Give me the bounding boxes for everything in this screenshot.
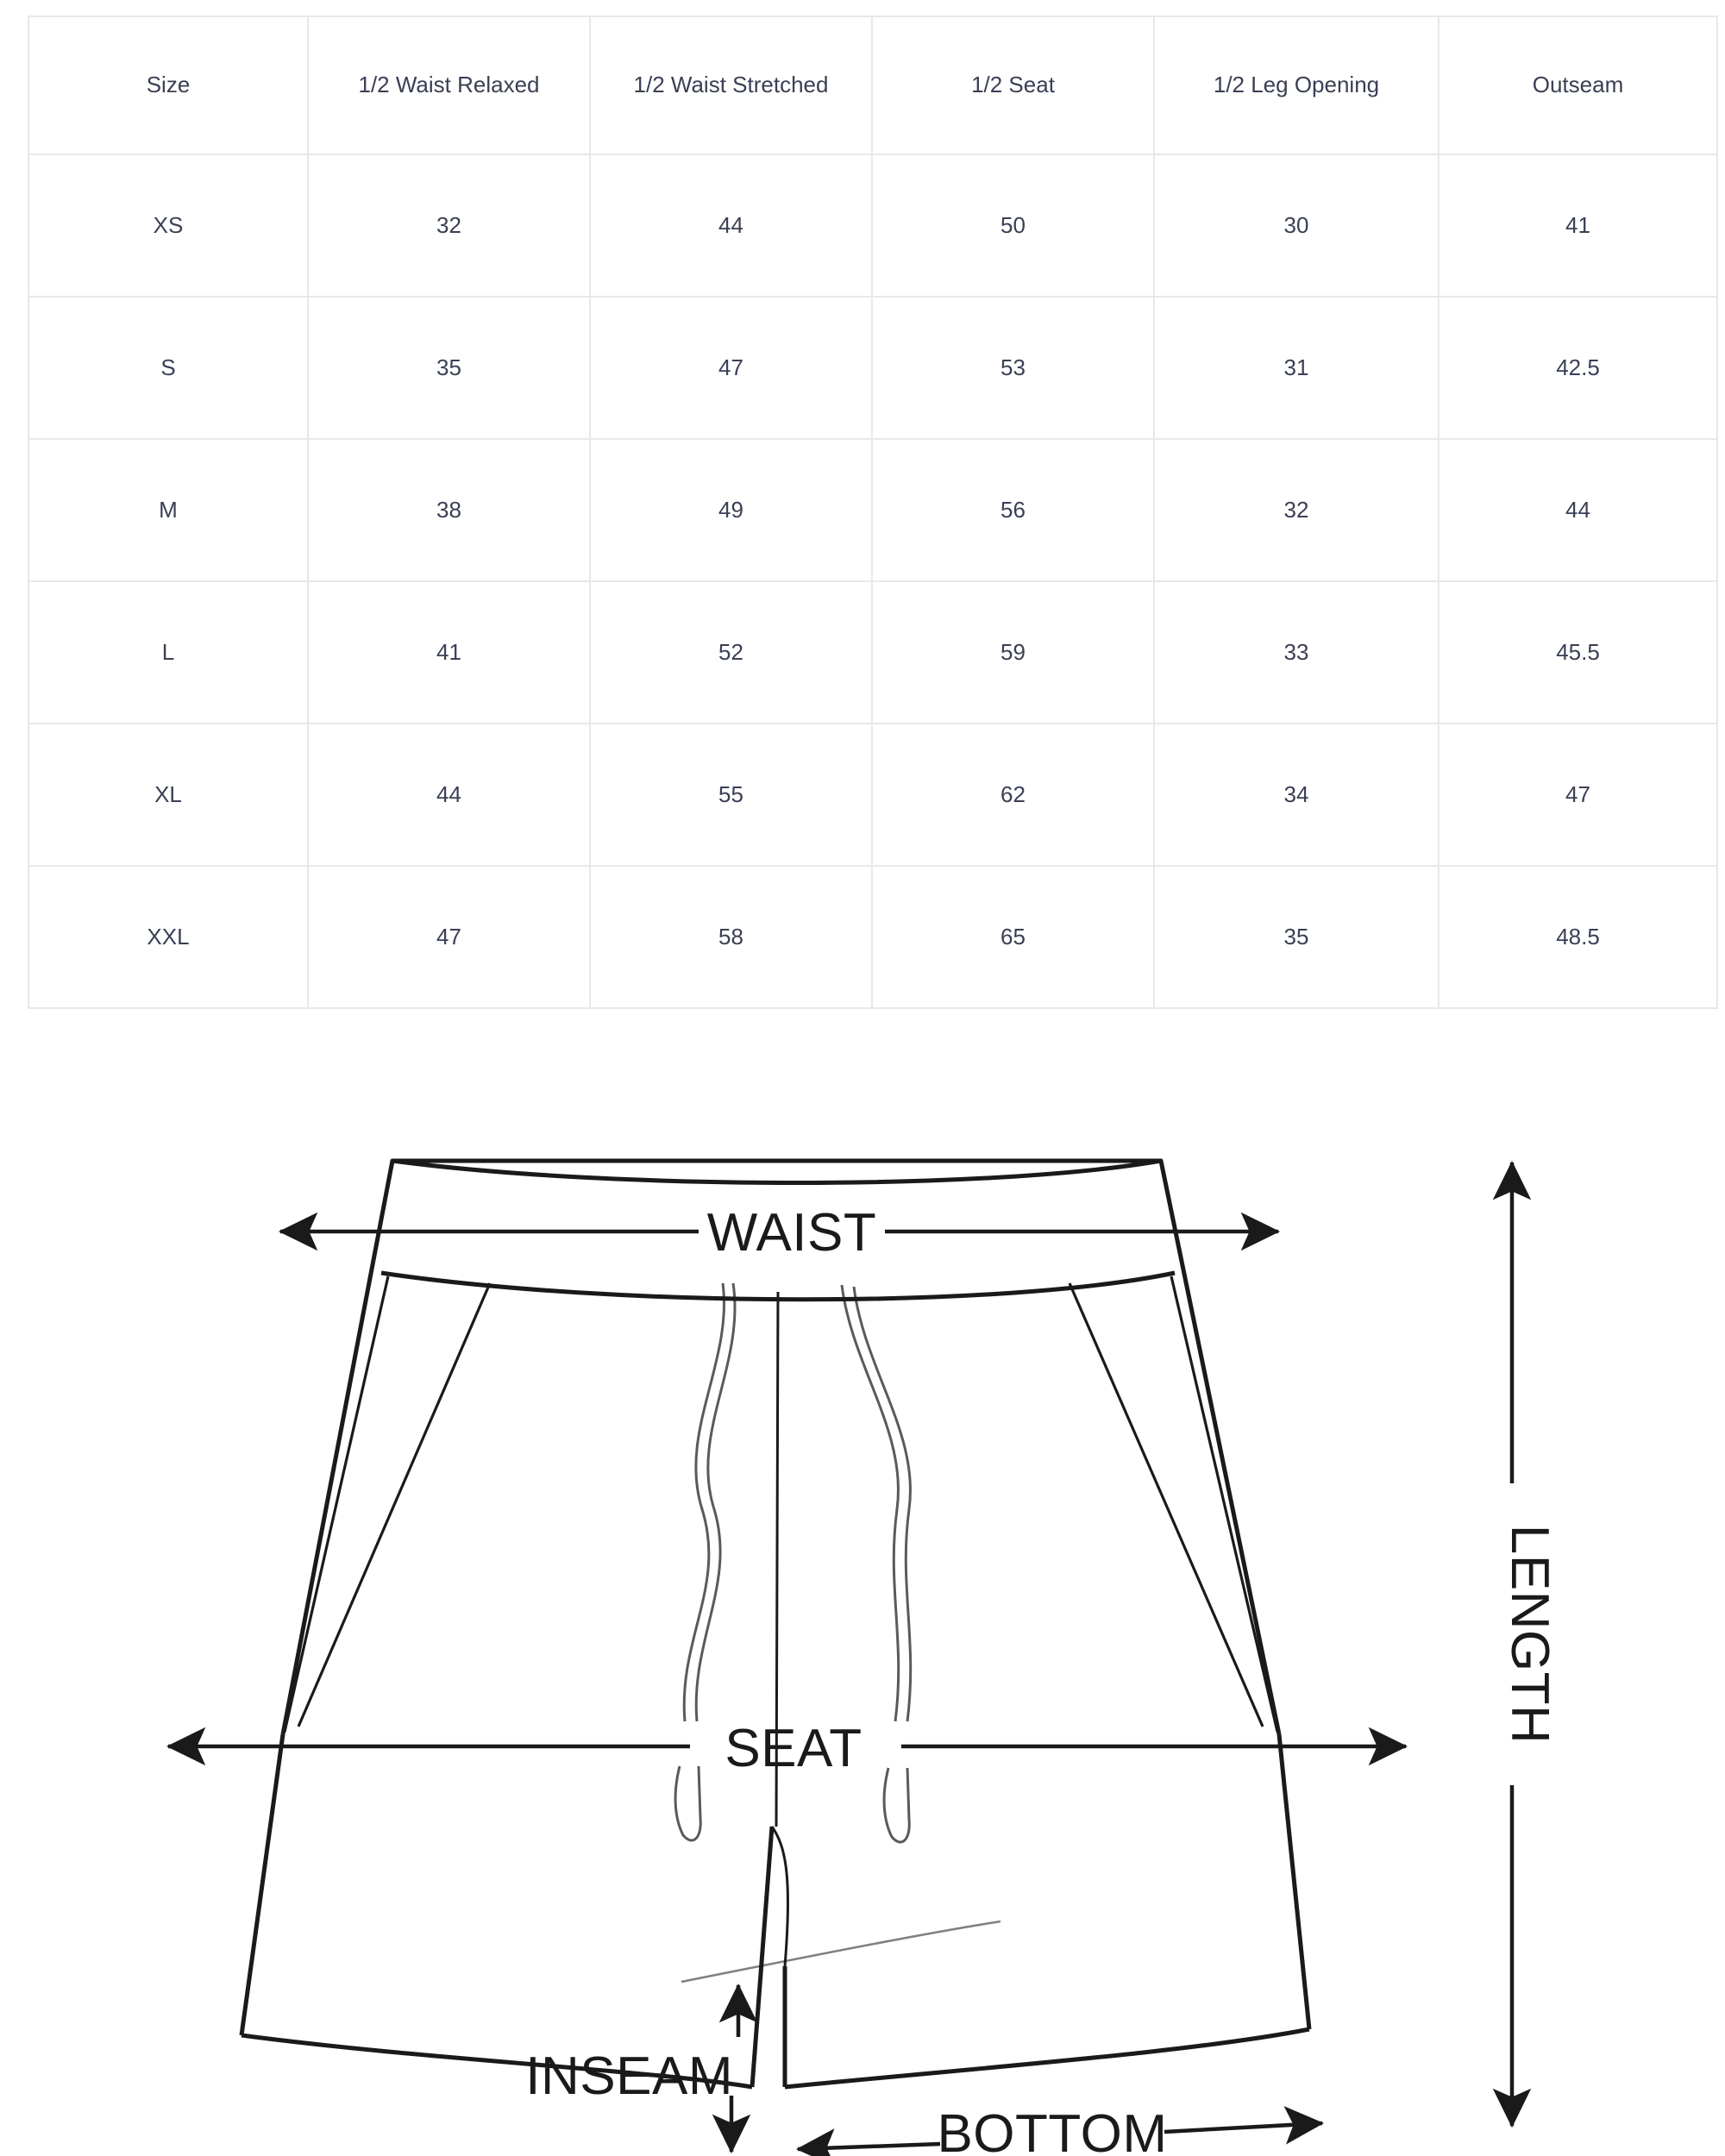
- cell-leg-opening: 34: [1154, 724, 1439, 866]
- cell-leg-opening: 31: [1154, 297, 1439, 439]
- cell-leg-opening: 35: [1154, 866, 1439, 1008]
- cell-outseam: 44: [1439, 439, 1717, 581]
- column-header-waist-relaxed: 1/2 Waist Relaxed: [308, 16, 590, 154]
- cell-outseam: 45.5: [1439, 581, 1717, 724]
- cell-outseam: 48.5: [1439, 866, 1717, 1008]
- cell-waist-stretched: 47: [590, 297, 872, 439]
- seat-label: SEAT: [724, 1719, 862, 1778]
- column-header-outseam: Outseam: [1439, 16, 1717, 154]
- size-chart-table: [28, 16, 1718, 1009]
- cell-seat: 56: [872, 439, 1154, 581]
- column-header-size: Size: [28, 16, 308, 154]
- cell-leg-opening: 33: [1154, 581, 1439, 724]
- column-header-seat: 1/2 Seat: [872, 16, 1154, 154]
- cell-seat: 59: [872, 581, 1154, 724]
- waist-dimension: [280, 1203, 1278, 1263]
- cell-size: XL: [28, 724, 308, 866]
- bottom-arrow-left: [798, 2144, 940, 2149]
- table-row: [28, 866, 1717, 1008]
- table-row: [28, 439, 1717, 581]
- cell-waist-stretched: 49: [590, 439, 872, 581]
- table-row: [28, 154, 1717, 297]
- cell-waist-relaxed: 32: [308, 154, 590, 297]
- bottom-dimension: [798, 2104, 1322, 2156]
- table-body: [28, 154, 1717, 1008]
- cell-size: L: [28, 581, 308, 724]
- table-row: [28, 724, 1717, 866]
- cell-waist-relaxed: 38: [308, 439, 590, 581]
- table-header: [28, 16, 1717, 154]
- table-row: [28, 581, 1717, 724]
- column-header-waist-stretched: 1/2 Waist Stretched: [590, 16, 872, 154]
- waist-label: WAIST: [706, 1203, 877, 1263]
- cell-leg-opening: 32: [1154, 439, 1439, 581]
- length-label: LENGTH: [1500, 1524, 1559, 1745]
- bottom-label: BOTTOM: [937, 2104, 1168, 2156]
- cell-seat: 53: [872, 297, 1154, 439]
- cell-outseam: 41: [1439, 154, 1717, 297]
- cell-size: XXL: [28, 866, 308, 1008]
- table-header-row: [28, 16, 1717, 154]
- shorts-outline: [242, 1161, 1309, 2087]
- cell-waist-stretched: 58: [590, 866, 872, 1008]
- bottom-arrow-right: [1164, 2123, 1322, 2132]
- cell-size: M: [28, 439, 308, 581]
- table-row: [28, 297, 1717, 439]
- length-dimension: [1500, 1163, 1559, 2126]
- inseam-label: INSEAM: [525, 2046, 733, 2106]
- cell-seat: 65: [872, 866, 1154, 1008]
- cell-waist-relaxed: 35: [308, 297, 590, 439]
- inseam-dimension: [525, 1985, 738, 2152]
- cell-size: S: [28, 297, 308, 439]
- cell-waist-stretched: 55: [590, 724, 872, 866]
- seat-dimension: [168, 1719, 1406, 1778]
- shorts-measurement-diagram: [129, 1104, 1647, 2156]
- cell-waist-relaxed: 41: [308, 581, 590, 724]
- cell-seat: 50: [872, 154, 1154, 297]
- cell-waist-relaxed: 44: [308, 724, 590, 866]
- cell-outseam: 47: [1439, 724, 1717, 866]
- cell-outseam: 42.5: [1439, 297, 1717, 439]
- cell-waist-stretched: 52: [590, 581, 872, 724]
- cell-waist-relaxed: 47: [308, 866, 590, 1008]
- center-front-seam: [681, 1292, 1000, 1982]
- cell-waist-stretched: 44: [590, 154, 872, 297]
- pocket-seam-lines: [285, 1276, 1277, 1732]
- cell-size: XS: [28, 154, 308, 297]
- column-header-leg-opening: 1/2 Leg Opening: [1154, 16, 1439, 154]
- size-chart-table-container: [28, 16, 1716, 1009]
- cell-seat: 62: [872, 724, 1154, 866]
- cell-leg-opening: 30: [1154, 154, 1439, 297]
